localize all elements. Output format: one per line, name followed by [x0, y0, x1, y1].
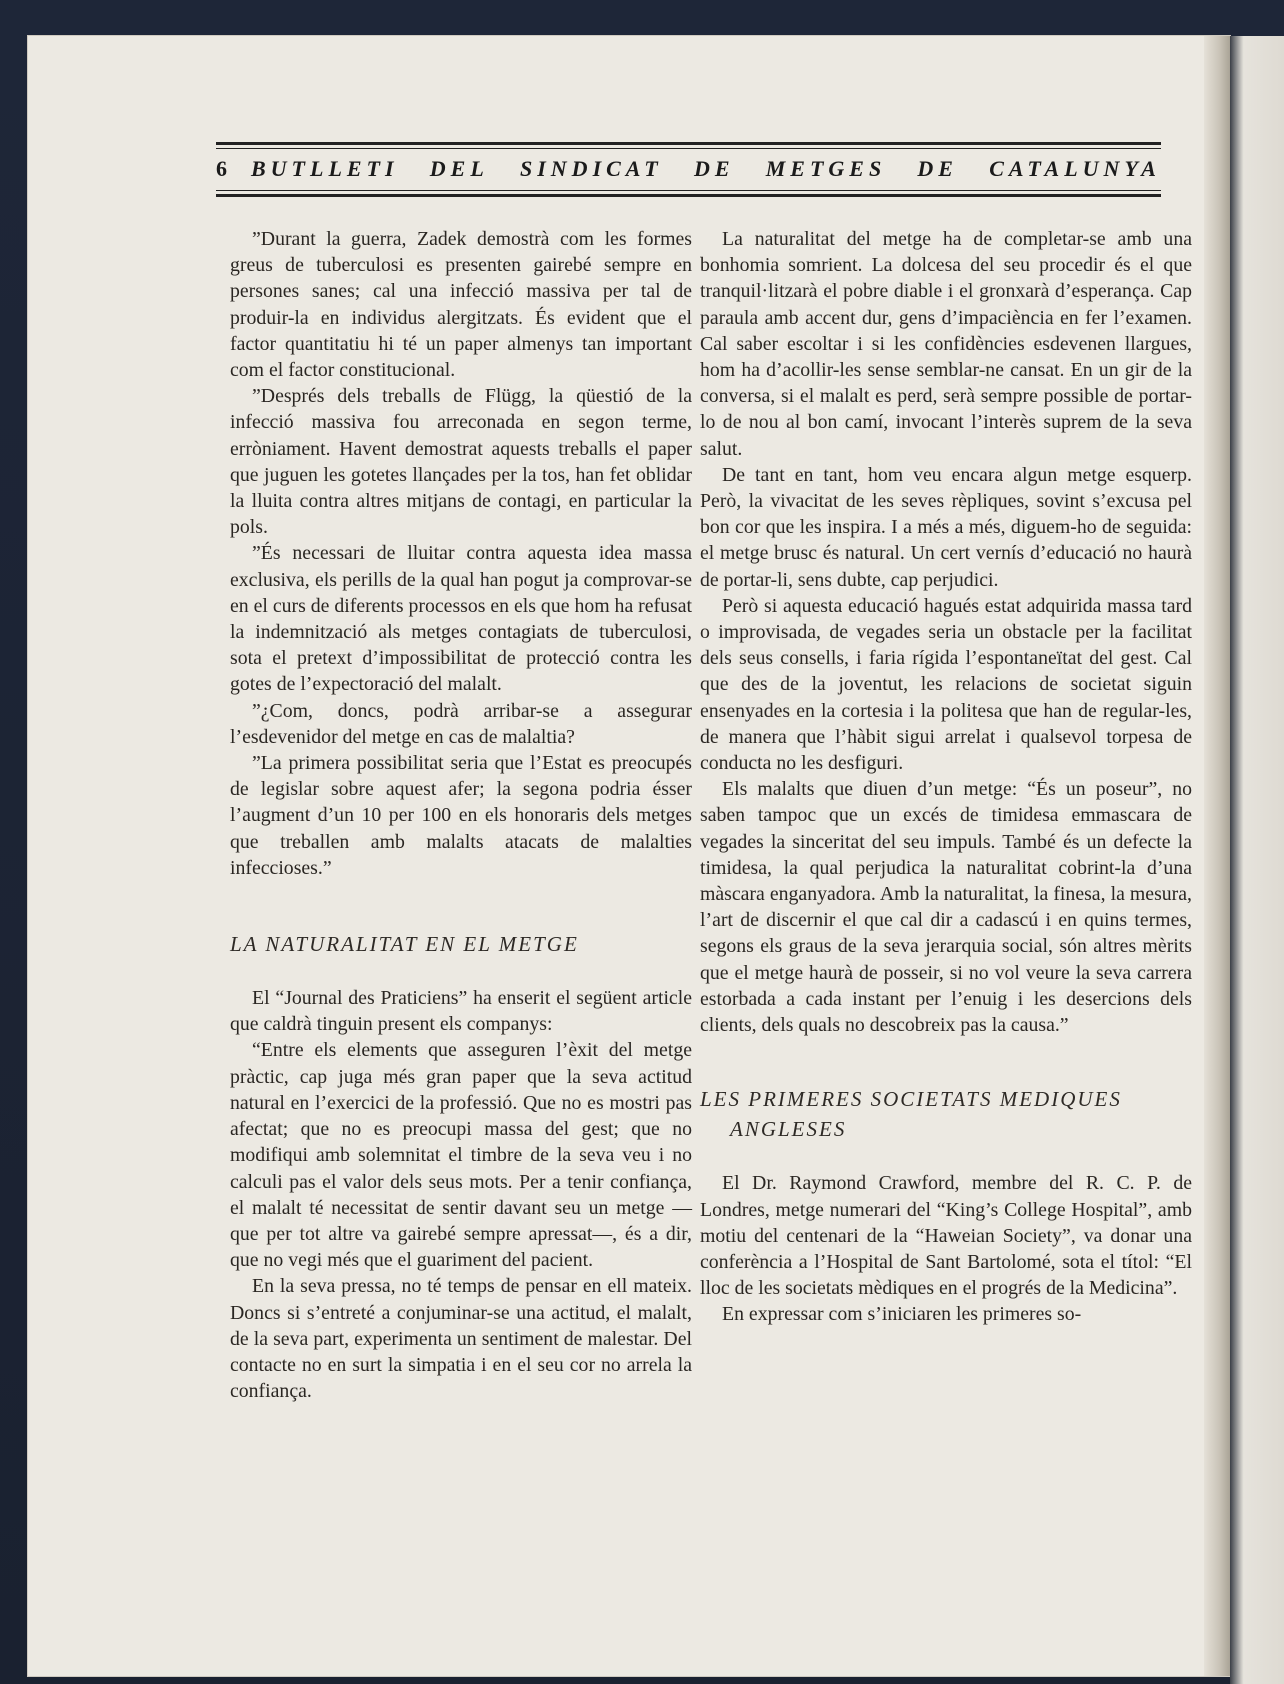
heading-line: ANGLESES [730, 1117, 847, 1142]
right-column [700, 226, 1192, 1328]
header-title [216, 151, 1161, 187]
body-paragraph: ”Després dels treballs de Flügg, la qüestió de la infecció massiva fou arreconada en segon terme, erròniament. Havent demostrat aquests treballs el paper que juguen les gotetes llançades per la tos, han fet oblidar la lluita contra altres mitjans de contagi, en particular la pols. [230, 385, 692, 539]
title-word: DE [917, 156, 958, 181]
title-word: CATALUNYA [989, 156, 1161, 181]
header-rule-top-thin [216, 148, 1161, 149]
body-paragraph: Els malalts que diuen d’un metge: “És un poseur”, no saben tampoc que un excés de timidesa emmascara de vegades la sinceritat del seu impuls. També és un defecte la timidesa, la qual perjudica la naturalitat cobrint-la d’una màscara enganyadora. Amb la naturalitat, la finesa, la mesura, l’art de discernir el que cal dir a cadascú i en quins termes, segons els graus de la seva jerarquia social, són altres mèrits que el metge haurà de posseir, si no vol veure la seva carrera estorbada a cada instant per l’enuig i les desercions dels clients, dels quals no descobreix pas la causa.” [700, 778, 1192, 1037]
header-rule-bottom-thick [216, 194, 1161, 197]
body-paragraph: ”La primera possibilitat seria que l’Estat es preocupés de legislar sobre aquest afer; la segona podria ésser l’augment d’un 10 per 100 en els honoraris dels metges que treballen amb malalts atacats de malalties infeccioses.” [230, 752, 692, 879]
body-paragraph: La naturalitat del metge ha de completar-se amb una bonhomia somrient. La dolcesa del seu procedir és el que tranquil·litzarà el pobre diable i el gronxarà d’esperança. Cap paraula amb accent dur, gens d’impaciència en fer l’examen. Cal saber escoltar i si les confidències esdevenen llargues, hom ha d’acollir-les sense semblar-ne cansat. En un gir de la conversa, si el malalt es perd, serà sempre possible de portar-lo de nou al bon camí, invocant l’interès suprem de la seva salut. [700, 228, 1192, 460]
body-paragraph: El Dr. Raymond Crawford, membre del R. C. P. de Londres, metge numerari del “King’s College Hospital”, amb motiu del centenari de la “Haweian Society”, va donar una conferència a l’Hospital de Sant Bartolomé, sota el títol: “El lloc de les societats mèdiques en el progrés de la Medicina”. [700, 1172, 1192, 1300]
body-paragraph: ”Durant la guerra, Zadek demostrà com les formes greus de tuberculosi es presenten gairebé sempre en persones sanes; cal una infecció massiva per tal de produir-la en individus alergitzats. És evident que el factor quantitatiu hi té un paper almenys tan important com el factor constitucional. [230, 228, 692, 382]
page-number: 6 [216, 156, 227, 181]
page-gutter-shadow [1204, 36, 1230, 1676]
section-heading [700, 1084, 1192, 1144]
header-rule-bottom-thin [216, 190, 1161, 191]
body-paragraph: ”¿Com, doncs, podrà arribar-se a assegurar l’esdevenidor del metge en cas de malaltia? [230, 699, 692, 748]
header-rule-top-thick [216, 142, 1161, 145]
title-word: DEL [429, 156, 489, 181]
facing-page-edge [1230, 36, 1284, 1684]
body-paragraph: ”És necessari de lluitar contra aquesta idea massa exclusiva, els perills de la qual han pogut ja comprovar-se en el curs de diferents processos en els que hom ha refusat la indemnització als metges contagiats de tuberculosi, sota el pretext d’impossibilitat de protecció contra les gotes de l’expectoració del malalt. [230, 542, 692, 696]
title-word: BUTLLETI [251, 156, 399, 181]
title-word: DE [693, 156, 735, 181]
body-paragraph: El “Journal des Praticiens” ha enserit el següent article que caldrà tinguin present els companys: [230, 987, 692, 1036]
title-word: METGES [765, 156, 887, 181]
left-column [230, 226, 692, 1404]
body-paragraph: Però si aquesta educació hagués estat adquirida massa tard o improvisada, de vegades seria un obstacle per la facilitat dels seus consells, i faria rígida l’espontaneïtat del gest. Cal que des de la joventut, les relacions de societat siguin ensenyades en la cortesia i la politesa que han de regular-les, de manera que l’hàbit sigui arrelat i qualsevol torpesa de conducta no les desfiguri. [700, 594, 1192, 775]
journal-title [251, 156, 1161, 182]
title-word: SINDICAT [520, 156, 663, 181]
body-paragraph: En la seva pressa, no té temps de pensar en ell mateix. Doncs si s’entreté a conjuminar-se una actitud, el malalt, de la seva part, experimenta un sentiment de malestar. Del contacte no en surt la simpatia i en el seu cor no arrela la confiança. [230, 1275, 692, 1403]
heading-line: LES PRIMERES SOCIETATS MEDIQUES [700, 1087, 1122, 1112]
section-heading: LA NATURALITAT EN EL METGE [230, 932, 579, 957]
body-paragraph: De tant en tant, hom veu encara algun metge esquerp. Però, la vivacitat de les seves rèpliques, sovint s’excusa pel bon cor que les inspira. I a més a més, diguem-ho de seguida: el metge brusc és natural. Un cert vernís d’educació no haurà de portar-li, sens dubte, cap perjudici. [700, 463, 1192, 591]
body-paragraph: “Entre els elements que asseguren l’èxit del metge pràctic, cap juga més gran paper que la seva actitud natural en l’exercici de la professió. Que no es mostri pas afectat; que no es preocupi massa del gest; que no modifiqui amb solemnitat el timbre de la seva veu i no calculi pas el valor dels seus mots. Per a tenir confiança, el malalt té necessitat de sentir davant seu un metge —que per tot altre va gairebé sempre apressat—, és a dir, que no vegi més que el guariment del pacient. [230, 1039, 692, 1272]
running-header [216, 142, 1161, 198]
body-paragraph: En expressar com s’iniciaren les primeres so- [722, 1303, 1082, 1326]
